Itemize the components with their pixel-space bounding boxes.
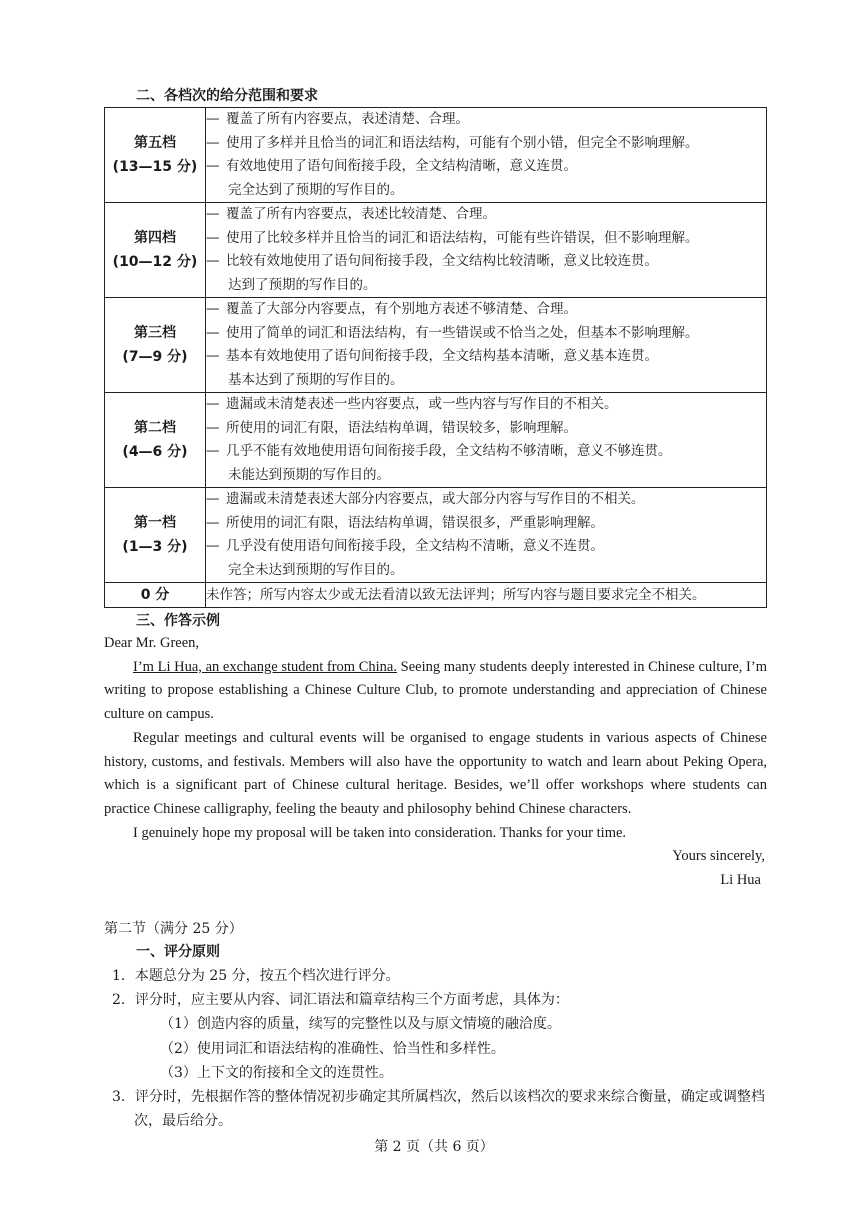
rule-3: 3．评分时，先根据作答的整体情况初步确定其所属档次，然后以该档次的要求来综合衡量，确定或调整档次，最后给分。 <box>112 1089 765 1130</box>
grade-criterion-text: 基本有效地使用了语句间衔接手段，全文结构基本清晰，意义基本连贯。 <box>226 348 658 364</box>
rule-2: 2．评分时，应主要从内容、词汇语法和篇章结构三个方面考虑，具体为： <box>112 992 569 1009</box>
section-title-sample-answer: 三、作答示例 <box>136 613 220 629</box>
grade-summary <box>206 464 766 488</box>
bullet-dash: — <box>206 538 220 554</box>
grade-criterion <box>206 203 766 227</box>
grade-score-range: (7—9 分) <box>122 349 188 365</box>
grade-summary <box>206 274 766 298</box>
page-footer: 第 2 页（共 6 页） <box>374 1139 494 1155</box>
grade-level-name: 第五档 <box>134 135 176 151</box>
grade-summary <box>206 179 766 203</box>
grade-score-range: (13—15 分) <box>112 159 198 175</box>
bullet-dash: — <box>206 419 220 436</box>
grade-level-name: 第一档 <box>134 515 176 531</box>
grade-level-cell <box>105 203 206 298</box>
grade-summary-text: 达到了预期的写作目的。 <box>228 276 377 293</box>
grade-level-cell <box>105 298 206 393</box>
letter-signature: Li Hua <box>720 872 761 889</box>
grade-criterion <box>206 393 766 417</box>
grade-row-zero <box>105 583 767 608</box>
grade-row <box>105 393 767 488</box>
grade-criterion <box>206 345 766 369</box>
grade-level-cell <box>105 488 206 583</box>
bullet-dash: — <box>206 514 220 531</box>
bullet-dash: — <box>206 301 220 317</box>
grade-criterion-text: 使用了简单的词汇和语法结构，有一些错误或不恰当之处，但基本不影响理解。 <box>226 324 699 341</box>
grade-summary-text: 完全未达到预期的写作目的。 <box>228 561 404 578</box>
part-2-title: 第二节（满分 25 分） <box>104 921 243 937</box>
scoring-rules <box>104 964 767 1133</box>
letter-closing: Yours sincerely, <box>672 848 765 865</box>
grade-level-name: 第三档 <box>134 325 176 341</box>
grade-criterion-text: 所使用的词汇有限，语法结构单调，错误较多，影响理解。 <box>226 419 577 436</box>
grade-criterion <box>206 535 766 559</box>
letter-paragraph-3: I genuinely hope my proposal will be taken into consideration. Thanks for your time. <box>133 824 627 841</box>
rule-2-sub-2: （2）使用词汇和语法结构的准确性、恰当性和多样性。 <box>160 1040 505 1057</box>
letter-paragraph-2: Regular meetings and cultural events will be organised to engage students in various aspects of Chinese history, customs, and festivals. Members will also have the opportunity to watch and learn about Peking Opera, which is a significant part of Chinese cultural heritage. Besides, we’ll offer workshops where students can practice Chinese calligraphy, feeling the beauty and philosophy behind Chinese characters. <box>104 729 767 817</box>
grade-criterion <box>206 155 766 179</box>
grade-criterion <box>206 417 766 441</box>
grade-criterion <box>206 298 766 322</box>
grade-row <box>105 108 767 203</box>
grade-summary-text: 完全达到了预期的写作目的。 <box>228 181 404 198</box>
grade-criterion-text: 覆盖了大部分内容要点，有个别地方表述不够清楚、合理。 <box>226 301 577 317</box>
grade-criteria-cell <box>206 298 767 393</box>
grade-criterion <box>206 440 766 464</box>
grade-summary-text: 基本达到了预期的写作目的。 <box>228 371 404 388</box>
grade-summary <box>206 559 766 583</box>
grade-criterion-text: 覆盖了所有内容要点，表述比较清楚、合理。 <box>226 206 496 222</box>
grade-criterion <box>206 512 766 536</box>
bullet-dash: — <box>206 443 220 459</box>
grade-criterion-text: 比较有效地使用了语句间衔接手段，全文结构比较清晰，意义比较连贯。 <box>226 253 658 269</box>
bullet-dash: — <box>206 324 220 341</box>
letter-salutation: Dear Mr. Green, <box>104 635 200 651</box>
letter-paragraph-1-rest: Seeing many students deeply interested in Chinese culture, I’m writing to propose establishing a Chinese Culture Club, to promote understanding and appreciation of Chinese culture on campus. <box>104 658 767 723</box>
letter-paragraph-1 <box>104 656 767 727</box>
rule-2-sub-1: （1）创造内容的质量，续写的完整性以及与原文情境的融洽度。 <box>160 1016 561 1033</box>
grade-criteria-cell <box>206 203 767 298</box>
grade-level-cell <box>105 393 206 488</box>
grade-criterion-text: 遗漏或未清楚表述一些内容要点，或一些内容与写作目的不相关。 <box>226 396 618 412</box>
grade-criterion-text: 几乎不能有效地使用语句间衔接手段，全文结构不够清晰，意义不够连贯。 <box>226 443 672 459</box>
bullet-dash: — <box>206 396 220 412</box>
grade-criterion <box>206 488 766 512</box>
bullet-dash: — <box>206 158 220 174</box>
grade-row <box>105 298 767 393</box>
letter-underlined-sentence: I’m Li Hua, an exchange student from China. <box>133 658 397 675</box>
grade-score-range: (4—6 分) <box>122 444 188 460</box>
grade-criteria-cell <box>206 488 767 583</box>
grade-level-name: 第四档 <box>134 230 176 246</box>
bullet-dash: — <box>206 348 220 364</box>
grade-row <box>105 488 767 583</box>
grade-criteria-cell <box>206 393 767 488</box>
grade-level-name: 第二档 <box>134 420 176 436</box>
grade-criterion <box>206 132 766 156</box>
grade-criterion-text: 使用了比较多样并且恰当的词汇和语法结构，可能有些许错误，但不影响理解。 <box>226 229 699 246</box>
grade-summary-text: 未能达到预期的写作目的。 <box>228 466 390 483</box>
grade-zero-desc: 未作答；所写内容太少或无法看清以致无法评判；所写内容与题目要求完全不相关。 <box>206 583 767 608</box>
grade-level-cell <box>105 108 206 203</box>
grade-criterion-text: 覆盖了所有内容要点，表述清楚、合理。 <box>226 111 469 127</box>
bullet-dash: — <box>206 253 220 269</box>
grade-criterion-text: 几乎没有使用语句间衔接手段，全文结构不清晰，意义不连贯。 <box>226 538 604 554</box>
grade-criteria-cell <box>206 108 767 203</box>
grade-criterion <box>206 227 766 251</box>
bullet-dash: — <box>206 229 220 246</box>
grade-row <box>105 203 767 298</box>
grade-criterion-text: 使用了多样并且恰当的词汇和语法结构，可能有个别小错，但完全不影响理解。 <box>226 134 699 151</box>
section-title-grading-levels: 二、各档次的给分范围和要求 <box>136 88 318 104</box>
grade-criterion <box>206 250 766 274</box>
grade-criterion-text: 遗漏或未清楚表述大部分内容要点，或大部分内容与写作目的不相关。 <box>226 491 645 507</box>
rule-2-sub-3: （3）上下文的衔接和全文的连贯性。 <box>160 1064 393 1081</box>
sample-letter <box>104 632 767 893</box>
grade-criterion <box>206 108 766 132</box>
bullet-dash: — <box>206 491 220 507</box>
grade-score-range: (10—12 分) <box>112 254 198 270</box>
grade-criterion <box>206 322 766 346</box>
grade-summary <box>206 369 766 393</box>
bullet-dash: — <box>206 134 220 151</box>
bullet-dash: — <box>206 206 220 222</box>
rule-1: 1．本题总分为 25 分，按五个档次进行评分。 <box>112 968 400 984</box>
section-title-scoring-principles: 一、评分原则 <box>136 944 220 960</box>
grade-zero-label: 0 分 <box>105 583 206 608</box>
grade-criterion-text: 所使用的词汇有限，语法结构单调，错误很多，严重影响理解。 <box>226 514 604 531</box>
grade-score-range: (1—3 分) <box>122 539 188 555</box>
grade-criterion-text: 有效地使用了语句间衔接手段，全文结构清晰，意义连贯。 <box>226 158 577 174</box>
grading-table <box>104 107 767 608</box>
bullet-dash: — <box>206 111 220 127</box>
